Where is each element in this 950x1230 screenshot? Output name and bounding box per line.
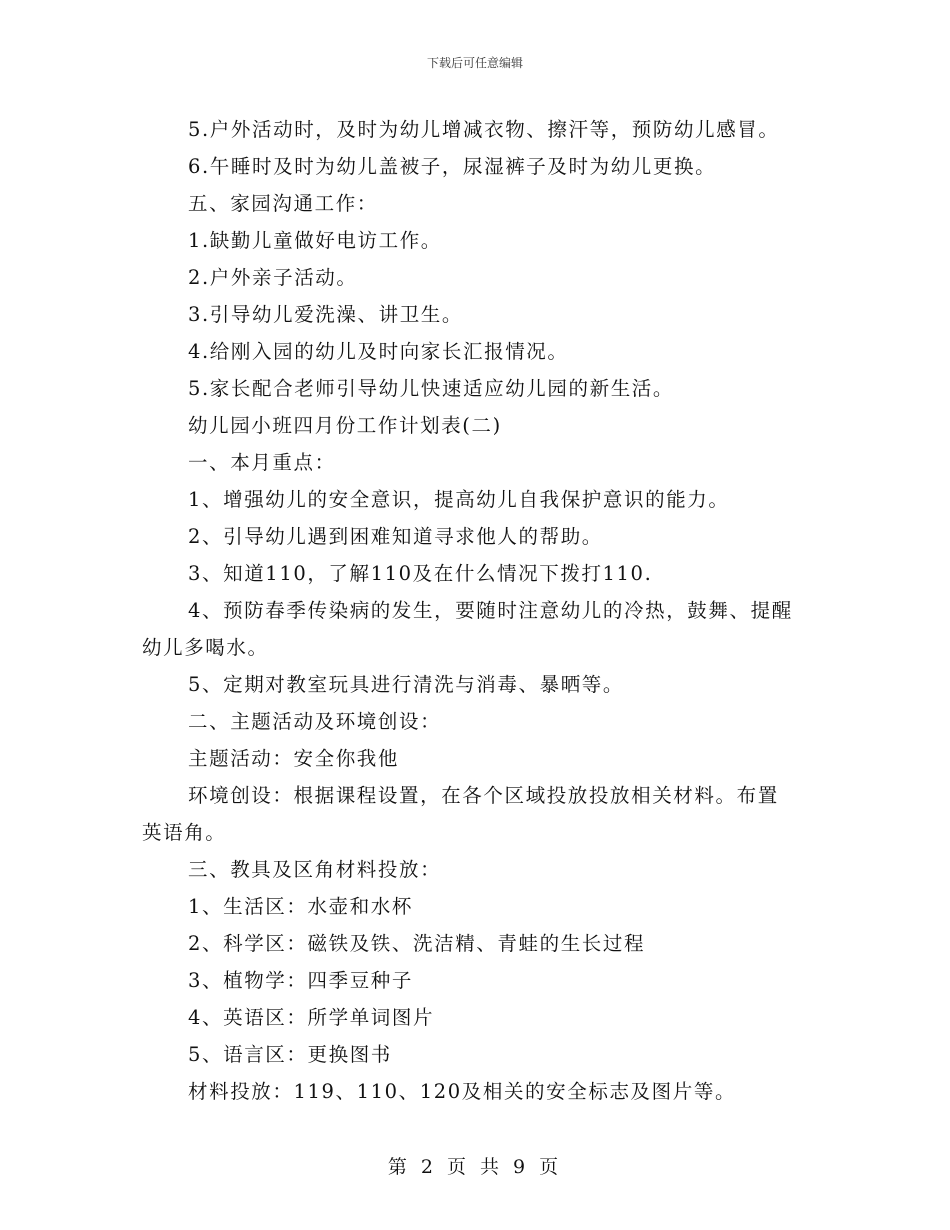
document-body (142, 111, 812, 1110)
paragraph-line: 1、生活区：水壶和水杯 (188, 895, 414, 918)
header-note: 下载后可任意编辑 (426, 56, 523, 70)
paragraph-line: 2、引导幼儿遇到困难知道寻求他人的帮助。 (188, 525, 603, 548)
page-number-footer: 第 2 页 共 9 页 (387, 1156, 563, 1178)
paragraph-line: 5、语言区：更换图书 (188, 1043, 392, 1066)
document-title: 幼儿园小班四月份工作计划表(二) (188, 414, 502, 437)
paragraph-line: 1、增强幼儿的安全意识，提高幼儿自我保护意识的能力。 (188, 488, 730, 511)
paragraph-line: 5.家长配合老师引导幼儿快速适应幼儿园的新生活。 (188, 377, 675, 400)
paragraph-line: 4、英语区：所学单词图片 (188, 1006, 435, 1029)
paragraph-line-continued: 幼儿多喝水。 (142, 636, 269, 659)
paragraph-line: 4.给刚入园的幼儿及时向家长汇报情况。 (188, 340, 569, 363)
paragraph-line: 6.午睡时及时为幼儿盖被子，尿湿裤子及时为幼儿更换。 (188, 155, 717, 178)
section-heading: 五、家园沟通工作： (188, 192, 378, 215)
paragraph-line: 2.户外亲子活动。 (188, 266, 358, 289)
paragraph-line: 3、植物学：四季豆种子 (188, 969, 414, 992)
section-heading: 二、主题活动及环境创设： (188, 710, 442, 733)
paragraph-line: 2、科学区：磁铁及铁、洗洁精、青蛙的生长过程 (188, 932, 646, 955)
paragraph-line: 材料投放：119、110、120及相关的安全标志及图片等。 (188, 1080, 737, 1103)
paragraph-line: 环境创设：根据课程设置，在各个区域投放投放相关材料。布置 (188, 784, 779, 807)
paragraph-line: 4、预防春季传染病的发生，要随时注意幼儿的冷热，鼓舞、提醒 (188, 599, 793, 622)
section-heading: 三、教具及区角材料投放： (188, 858, 442, 881)
paragraph-line: 5.户外活动时，及时为幼儿增减衣物、擦汗等，预防幼儿感冒。 (188, 118, 780, 141)
paragraph-line: 1.缺勤儿童做好电访工作。 (188, 229, 442, 252)
paragraph-line: 3.引导幼儿爱洗澡、讲卫生。 (188, 303, 464, 326)
paragraph-line: 主题活动：安全你我他 (188, 747, 400, 770)
section-heading: 一、本月重点： (188, 451, 336, 474)
paragraph-line: 3、知道110，了解110及在什么情况下拨打110. (188, 562, 653, 585)
paragraph-line-continued: 英语角。 (142, 821, 227, 844)
paragraph-line: 5、定期对教室玩具进行清洗与消毒、暴晒等。 (188, 673, 625, 696)
